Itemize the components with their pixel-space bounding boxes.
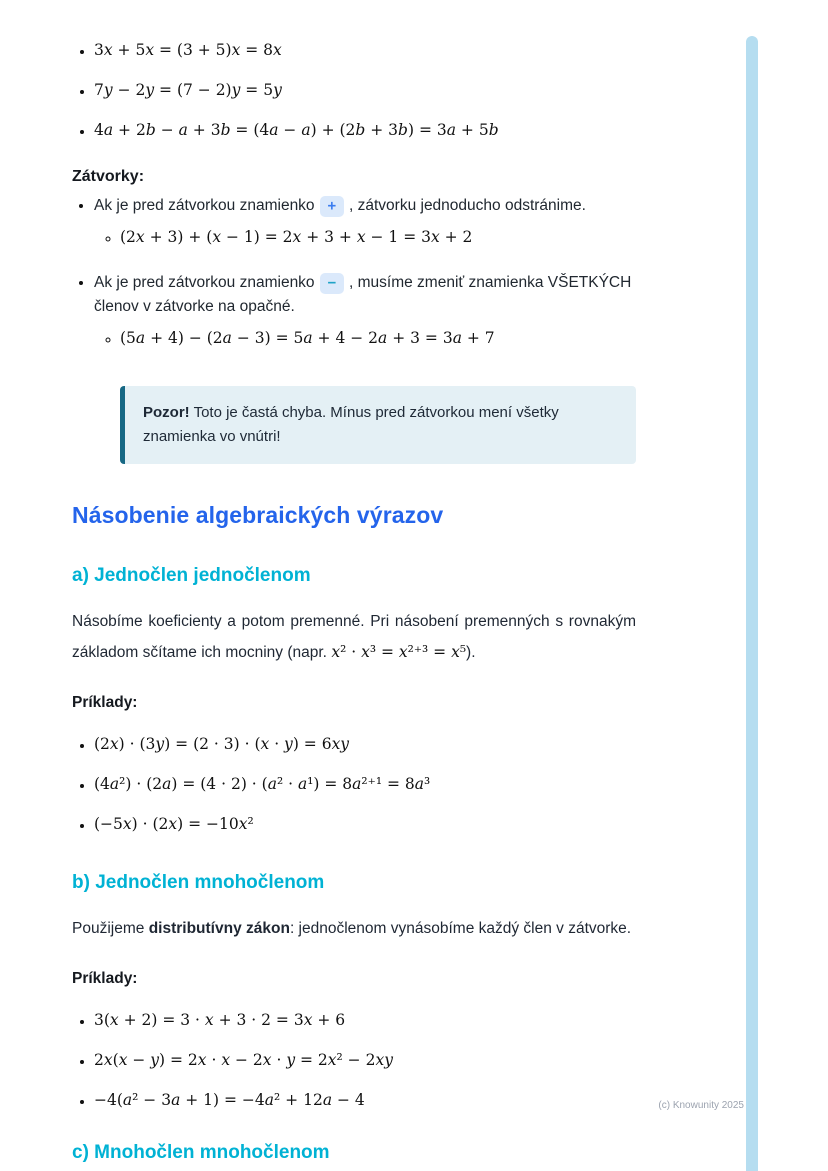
- rule-plus-text-after: , zátvorku jednoducho odstránime.: [349, 197, 586, 214]
- bracket-rules-list: [72, 194, 636, 350]
- math-example-item: ◦ (5a + 4) − (2a − 3) = 5a + 4 − 2a + 3 = 3a + 7: [120, 326, 636, 350]
- warning-callout-text: Toto je častá chyba. Mínus pred zátvorkou mení všetky znamienka vo vnútri!: [143, 404, 559, 445]
- paragraph-text: : jednočlenom vynásobíme každý člen v zátvorke.: [289, 920, 632, 937]
- subsection-b-paragraph: [72, 914, 636, 944]
- paragraph-text: Použijeme: [72, 920, 149, 937]
- math-example-item: • 3x + 5x = (3 + 5)x = 8x: [94, 38, 636, 62]
- math-example-item: • 4a + 2b − a + 3b = (4a − a) + (2b + 3b) = 3a + 5b: [94, 118, 636, 142]
- rule-plus-item: [94, 194, 636, 249]
- rule-minus-sublist: [94, 326, 636, 350]
- math-example-item: • (−5x) · (2x) = −10x²: [94, 812, 636, 836]
- combining-terms-list: [72, 38, 636, 142]
- subsection-a-paragraph: [72, 607, 636, 668]
- brackets-heading: Zátvorky:: [72, 168, 145, 185]
- math-example-item: • (2x) · (3y) = (2 · 3) · (x · y) = 6xy: [94, 732, 636, 756]
- examples-label-a: Príklady:: [72, 694, 138, 711]
- subsection-a-heading: a) Jednočlen jednočlenom: [72, 565, 311, 586]
- examples-list-b: [72, 1008, 636, 1112]
- plus-badge: +: [320, 196, 344, 217]
- rule-minus-text-before: Ak je pred zátvorkou znamienko: [94, 274, 315, 291]
- rule-plus-text-before: Ak je pred zátvorkou znamienko: [94, 197, 315, 214]
- rule-minus-text-after: , musíme zmeniť znamienka VŠETKÝCH členov v zátvorke na opačné.: [94, 274, 632, 315]
- subsection-c-heading: c) Mnohočlen mnohočlenom: [72, 1142, 330, 1163]
- warning-callout-title: Pozor!: [143, 404, 190, 421]
- math-example-item: • 3(x + 2) = 3 · x + 3 · 2 = 3x + 6: [94, 1008, 636, 1032]
- warning-callout: [120, 386, 636, 464]
- scrollbar-track[interactable]: [746, 36, 758, 1171]
- math-example-item: • 2x(x − y) = 2x · x − 2x · y = 2x² − 2xy: [94, 1048, 636, 1072]
- examples-label-b: Príklady:: [72, 970, 138, 987]
- minus-badge: −: [320, 273, 344, 294]
- math-example-item: ◦ (2x + 3) + (x − 1) = 2x + 3 + x − 1 = 3x + 2: [120, 225, 636, 249]
- subsection-b-heading: b) Jednočlen mnohočlenom: [72, 872, 325, 893]
- examples-list-a: [72, 732, 636, 836]
- inline-math: x² · x³ = x²⁺³ = x⁵: [331, 643, 467, 661]
- math-example-item: • 7y − 2y = (7 − 2)y = 5y: [94, 78, 636, 102]
- rule-minus-item: [94, 271, 636, 350]
- document-content: [72, 30, 636, 1164]
- rule-plus-sublist: [94, 225, 636, 249]
- paragraph-text: Násobíme koeficienty a potom premenné. Pri násobení premenných s rovnakým základom sčítame ich mocniny (napr.: [72, 613, 636, 661]
- paragraph-text: ).: [466, 644, 476, 661]
- footer-copyright: (c) Knowunity 2025: [658, 1100, 744, 1111]
- math-example-item: • −4(a² − 3a + 1) = −4a² + 12a − 4: [94, 1088, 636, 1112]
- math-example-item: • (4a²) · (2a) = (4 · 2) · (a² · a¹) = 8a²⁺¹ = 8a³: [94, 772, 636, 796]
- paragraph-bold-text: distributívny zákon: [148, 920, 290, 937]
- section-title: Násobenie algebraických výrazov: [72, 502, 444, 528]
